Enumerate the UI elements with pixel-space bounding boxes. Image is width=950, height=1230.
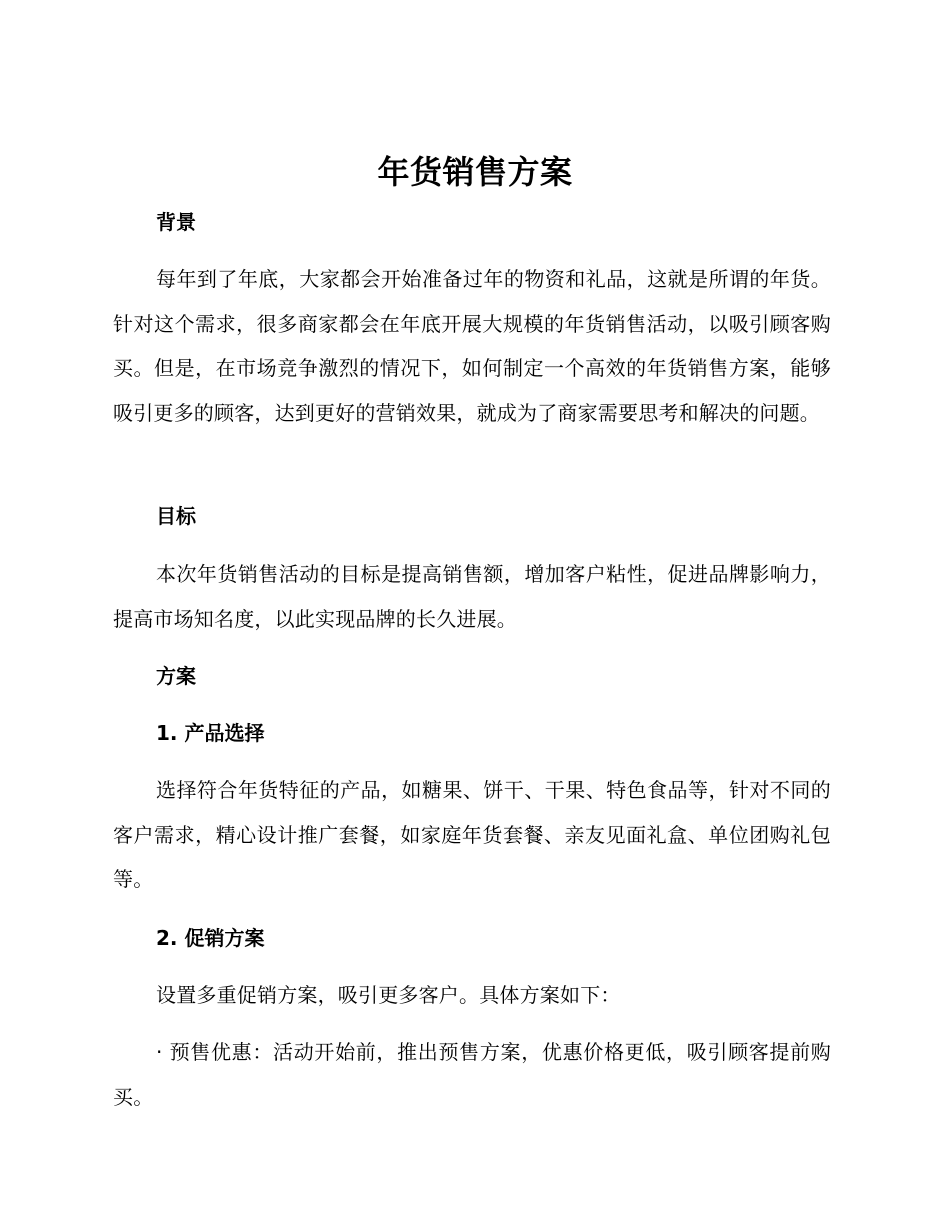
goal-paragraph: 本次年货销售活动的目标是提高销售额，增加客户粘性，促进品牌影响力，提高市场知名度，以此实现品牌的长久进展。 [113,562,831,631]
product-selection-heading: 1. 产品选择 [156,721,265,745]
goal-heading: 目标 [156,504,196,528]
plan-heading: 方案 [156,664,196,688]
promotion-item-presale: · 预售优惠：活动开始前，推出预售方案，优惠价格更低，吸引顾客提前购买。 [113,1040,831,1109]
promotion-heading: 2. 促销方案 [156,926,265,950]
product-selection-paragraph: 选择符合年货特征的产品，如糖果、饼干、干果、特色食品等，针对不同的客户需求，精心设计推广套餐，如家庭年货套餐、亲友见面礼盒、单位团购礼包等。 [113,778,831,891]
background-heading: 背景 [156,210,196,234]
document-title: 年货销售方案 [377,153,573,191]
background-paragraph: 每年到了年底，大家都会开始准备过年的物资和礼品，这就是所谓的年货。针对这个需求，很多商家都会在年底开展大规模的年货销售活动，以吸引顾客购买。但是，在市场竞争激烈的情况下，如何制定一个高效的年货销售方案，能够吸引更多的顾客，达到更好的营销效果，就成为了商家需要思考和解决的问题。 [113,267,831,425]
promotion-intro: 设置多重促销方案，吸引更多客户。具体方案如下： [156,983,621,1007]
